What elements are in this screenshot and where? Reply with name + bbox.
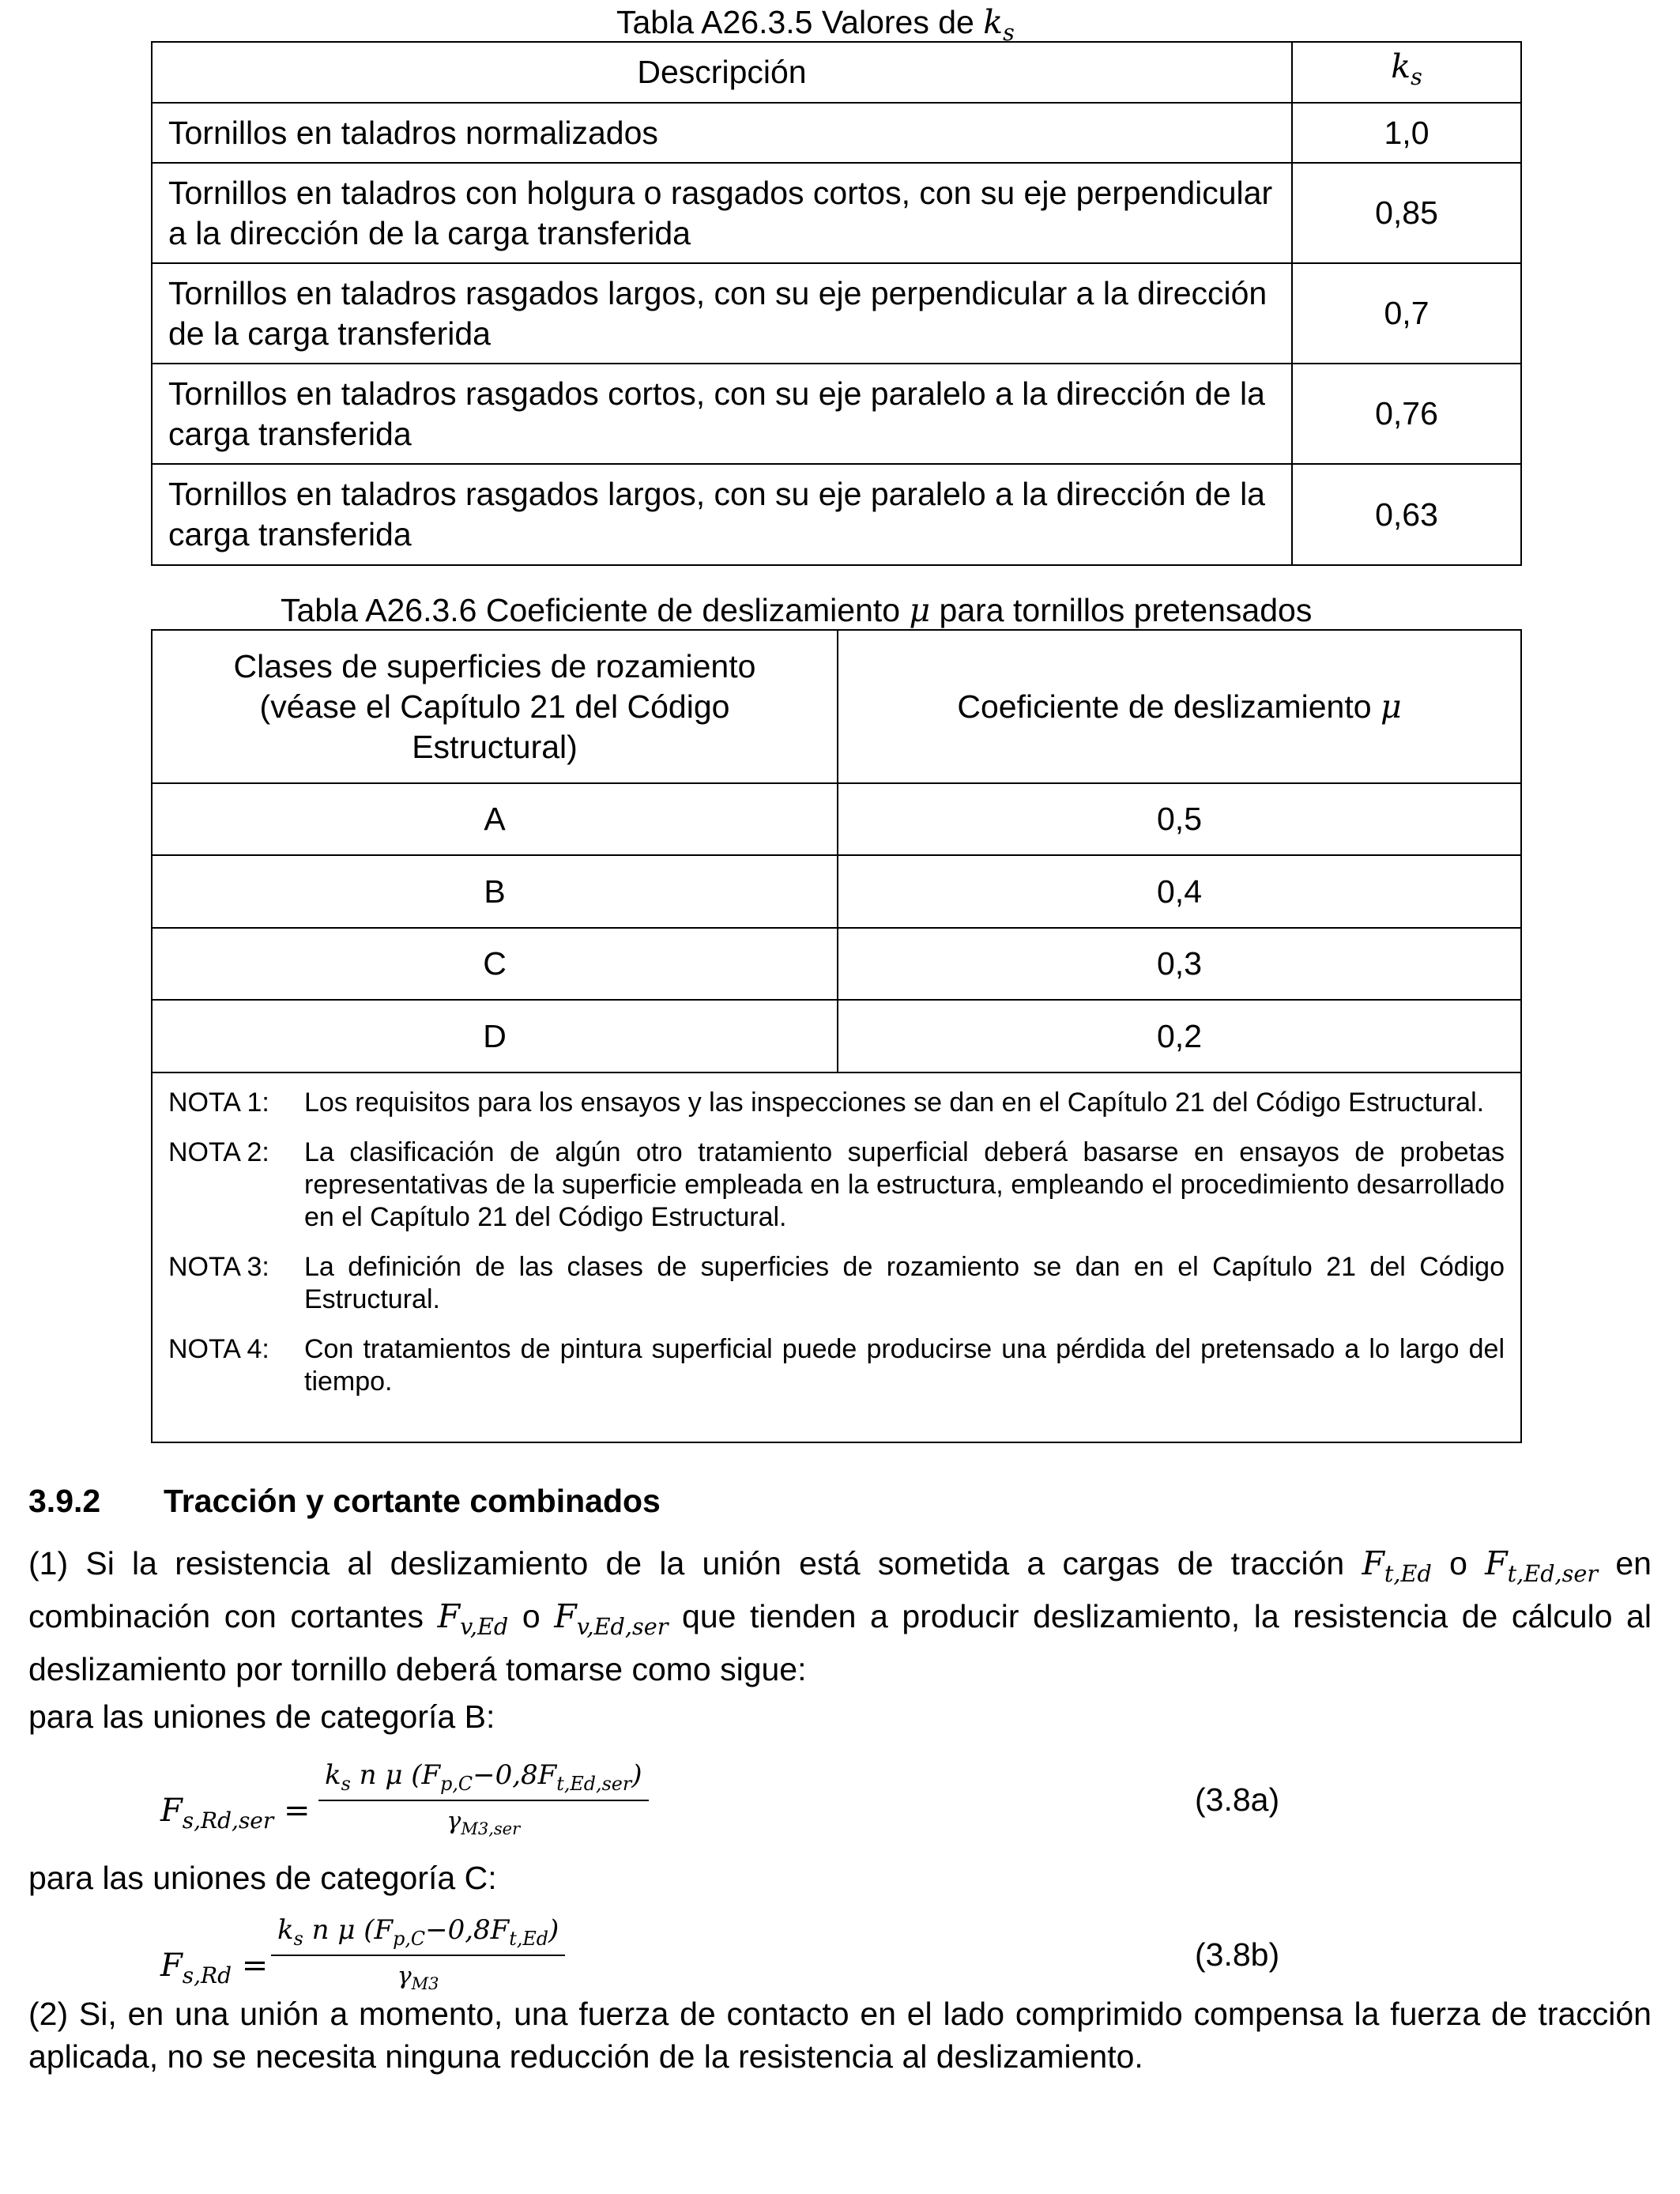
eq-num-minus: −0,8F bbox=[473, 1759, 557, 1791]
row-description: Tornillos en taladros con holgura o rasgados cortos, con su eje perpendicular a la dirección de la carga transferida bbox=[152, 163, 1292, 263]
eq-gamma-sub: M3 bbox=[411, 1973, 439, 1993]
symbol-fv-ed-ser bbox=[554, 1597, 669, 1641]
table-row bbox=[152, 464, 1521, 565]
table-row bbox=[152, 103, 1521, 163]
row-description: Tornillos en taladros rasgados cortos, con su eje paralelo a la dirección de la carga transferida bbox=[152, 364, 1292, 464]
p1-text-a: (1) Si la resistencia al deslizamiento de la unión está sometida a cargas de tracción bbox=[28, 1545, 1345, 1581]
row-value: 1,0 bbox=[1292, 103, 1521, 163]
eq-ks: k bbox=[277, 1914, 294, 1946]
paragraph-1 bbox=[28, 1542, 1652, 1691]
eq-denominator bbox=[271, 1956, 565, 1993]
note-label: NOTA 1: bbox=[168, 1088, 269, 1118]
p1-text-d: o bbox=[522, 1598, 541, 1635]
symbol-f: F bbox=[437, 1597, 461, 1636]
coefficient-value: 0,3 bbox=[838, 928, 1521, 1000]
row-value: 0,7 bbox=[1292, 263, 1521, 364]
note-text: Con tratamientos de pintura superficial puede producirse una pérdida del pretensado a lo largo del tiempo. bbox=[304, 1334, 1505, 1397]
table-row bbox=[152, 364, 1521, 464]
table2-caption bbox=[281, 591, 1313, 629]
eq-gamma-sub: M3,ser bbox=[461, 1819, 521, 1838]
eq-ks-sub: s bbox=[341, 1772, 351, 1795]
p1-text-b: o bbox=[1449, 1545, 1467, 1581]
eq-gamma: γ bbox=[397, 1962, 412, 1990]
table2-caption-post: para tornillos pretensados bbox=[939, 592, 1313, 628]
header-description: Descripción bbox=[152, 42, 1292, 103]
symbol-ft-ed bbox=[1362, 1544, 1432, 1588]
eq-lhs bbox=[160, 1947, 268, 1989]
eq-num-mid: n μ (F bbox=[359, 1759, 441, 1791]
symbol-f: F bbox=[1362, 1544, 1384, 1582]
eq-num-close: ) bbox=[548, 1914, 559, 1946]
row-value: 0,63 bbox=[1292, 464, 1521, 565]
eq-gamma: γ bbox=[446, 1807, 461, 1835]
row-description: Tornillos en taladros normalizados bbox=[152, 103, 1292, 163]
surface-class: A bbox=[152, 783, 838, 855]
coefficient-value: 0,2 bbox=[838, 1000, 1521, 1072]
eq-ks-sub: s bbox=[293, 1927, 303, 1950]
coefficient-value: 0,5 bbox=[838, 783, 1521, 855]
paragraph-2: (2) Si, en una unión a momento, una fuerza de contacto en el lado comprimido compensa la fuerza de tracción aplicada, no se necesita ninguna reducción de la resistencia al deslizamiento. bbox=[28, 1996, 1652, 2075]
header-coefficient-text: Coeficiente de deslizamiento bbox=[957, 688, 1372, 725]
note-text: La clasificación de algún otro tratamiento superficial deberá basarse en ensayos de probetas representativas de la superficie empleada en la estructura, empleando el procedimiento desarrollado en el Capítulo 21 del Código Estructural. bbox=[304, 1137, 1505, 1232]
symbol-ft-ed-ser bbox=[1485, 1544, 1599, 1588]
eq-equals: = bbox=[241, 1947, 269, 1984]
header-surface-class bbox=[152, 630, 838, 783]
eq-lhs-sub: s,Rd,ser bbox=[182, 1808, 274, 1834]
table-row bbox=[152, 783, 1521, 855]
table-ks-values bbox=[151, 41, 1522, 566]
table-row bbox=[152, 263, 1521, 364]
surface-class: B bbox=[152, 855, 838, 928]
header-coefficient bbox=[838, 630, 1521, 783]
section-title: Tracción y cortante combinados bbox=[164, 1483, 661, 1519]
header-ks bbox=[1292, 42, 1521, 103]
row-value: 0,85 bbox=[1292, 163, 1521, 263]
note-text: Los requisitos para los ensayos y las inspecciones se dan en el Capítulo 21 del Código Estructural. bbox=[304, 1088, 1485, 1118]
note-item bbox=[168, 1087, 1505, 1119]
symbol-f: F bbox=[1485, 1544, 1508, 1582]
eq-equals: = bbox=[283, 1793, 311, 1829]
note-text: La definición de las clases de superficies de rozamiento se dan en el Capítulo 21 del Código Estructural. bbox=[304, 1252, 1505, 1314]
header-mu-symbol: μ bbox=[1380, 687, 1402, 726]
equation-number-3-8b: (3.8b) bbox=[1195, 1936, 1280, 1973]
symbol-sub: t,Ed,ser bbox=[1507, 1560, 1599, 1588]
eq-fraction bbox=[271, 1914, 565, 1993]
eq-num-mid-sub: p,C bbox=[440, 1772, 473, 1795]
table-row bbox=[152, 163, 1521, 263]
ks-symbol: k bbox=[983, 3, 1004, 41]
eq-num-minus-sub: t,Ed,ser bbox=[556, 1772, 632, 1795]
table-row bbox=[152, 928, 1521, 1000]
row-description: Tornillos en taladros rasgados largos, con su eje perpendicular a la dirección de la carga transferida bbox=[152, 263, 1292, 364]
category-b-label: para las uniones de categoría B: bbox=[28, 1698, 495, 1735]
section-number: 3.9.2 bbox=[28, 1483, 101, 1519]
eq-num-minus: −0,8F bbox=[425, 1914, 510, 1946]
header-ks-sub: s bbox=[1411, 63, 1422, 91]
mu-symbol: μ bbox=[909, 591, 931, 629]
symbol-sub: v,Ed bbox=[460, 1613, 509, 1641]
note-item bbox=[168, 1251, 1505, 1316]
table-row bbox=[152, 855, 1521, 928]
symbol-sub: v,Ed,ser bbox=[576, 1613, 669, 1641]
surface-class: D bbox=[152, 1000, 838, 1072]
eq-lhs bbox=[160, 1793, 311, 1834]
equation-number-3-8a: (3.8a) bbox=[1195, 1781, 1280, 1818]
table2-notes bbox=[151, 1069, 1522, 1443]
p1-text-c: en combinación con cortantes bbox=[28, 1545, 1652, 1635]
header-surface-class-text: Clases de superficies de rozamiento (véase el Capítulo 21 del Código Estructural) bbox=[233, 647, 756, 765]
eq-num-close: ) bbox=[631, 1759, 642, 1791]
table2-header-row bbox=[152, 630, 1521, 783]
table1-caption-symbol bbox=[983, 3, 1015, 47]
table2-caption-pre: Tabla A26.3.6 Coeficiente de deslizamiento bbox=[281, 592, 901, 628]
eq-lhs-symbol: F bbox=[160, 1793, 183, 1829]
coefficient-value: 0,4 bbox=[838, 855, 1521, 928]
eq-ks: k bbox=[325, 1759, 341, 1791]
note-item bbox=[168, 1333, 1505, 1398]
table1-header-row bbox=[152, 42, 1521, 103]
section-heading bbox=[28, 1483, 661, 1520]
header-ks-symbol: k bbox=[1391, 47, 1411, 86]
category-c-label: para las uniones de categoría C: bbox=[28, 1860, 497, 1896]
eq-num-mid-sub: p,C bbox=[393, 1927, 426, 1950]
symbol-sub: t,Ed bbox=[1384, 1560, 1432, 1588]
table1-caption bbox=[616, 3, 1015, 47]
note-item bbox=[168, 1137, 1505, 1234]
note-label: NOTA 2: bbox=[168, 1137, 269, 1167]
eq-num-mid: n μ (F bbox=[311, 1914, 394, 1946]
table-row bbox=[152, 1000, 1521, 1072]
surface-class: C bbox=[152, 928, 838, 1000]
row-value: 0,76 bbox=[1292, 364, 1521, 464]
eq-lhs-sub: s,Rd bbox=[182, 1962, 232, 1989]
eq-numerator bbox=[271, 1914, 565, 1956]
symbol-fv-ed bbox=[437, 1597, 509, 1641]
eq-numerator bbox=[318, 1759, 649, 1801]
note-label: NOTA 3: bbox=[168, 1252, 269, 1282]
table1-caption-text: Tabla A26.3.5 Valores de bbox=[616, 4, 974, 40]
row-description: Tornillos en taladros rasgados largos, con su eje paralelo a la dirección de la carga transferida bbox=[152, 464, 1292, 565]
symbol-f: F bbox=[554, 1597, 577, 1636]
ks-sub: s bbox=[1003, 19, 1015, 47]
eq-lhs-symbol: F bbox=[160, 1947, 183, 1984]
eq-num-minus-sub: t,Ed bbox=[509, 1927, 549, 1950]
note-label: NOTA 4: bbox=[168, 1334, 269, 1364]
table-slip-coefficient bbox=[151, 629, 1522, 1073]
p1-text-e: que tienden a producir deslizamiento, la resistencia de cálculo al deslizamiento por tornillo deberá tomarse como sigue: bbox=[28, 1598, 1652, 1688]
eq-fraction bbox=[318, 1759, 649, 1838]
eq-denominator bbox=[318, 1801, 649, 1838]
